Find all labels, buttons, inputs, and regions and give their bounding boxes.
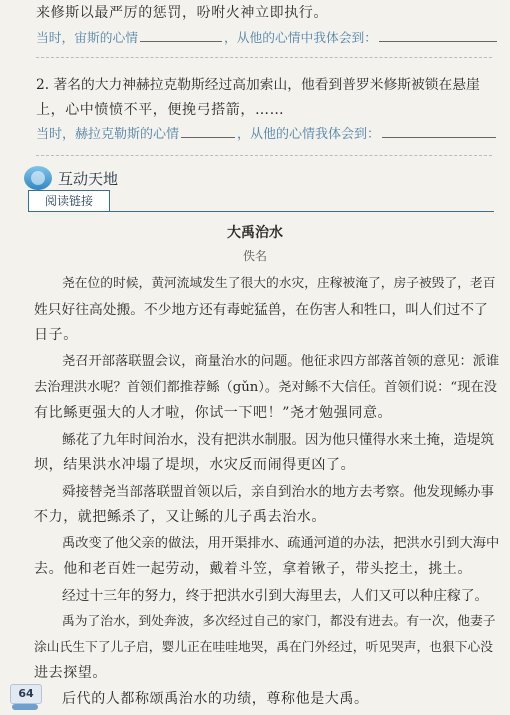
- question1-mid: ，从他的心情中我体会到：: [224, 31, 377, 46]
- story-line: 进去探望。: [34, 665, 107, 681]
- question1-prompt: [36, 27, 499, 46]
- story-line: 去。他和老百姓一起劳动，戴着斗笠，拿着锹子，带头挖土，挑土。: [34, 561, 472, 577]
- question2-prefix: 当时，赫拉克勒斯的心情: [36, 127, 180, 142]
- story-line: 经过十三年的努力，终于把洪水引到大海里去，人们又可以种庄稼了。: [62, 588, 489, 604]
- story-title: 大禹治水: [227, 225, 283, 241]
- question2-line2: 上，心中愤愤不平，便挽弓搭箭，……: [36, 102, 285, 118]
- story-line: 涂山氏生下了儿子启，婴儿正在哇哇地哭，禹在门外经过，听见哭声，也狠下心没: [34, 640, 493, 655]
- carryover-line: 来修斯以最严厉的惩罚，吩咐火神立即执行。: [36, 5, 328, 21]
- story-line: 禹为了治水，到处奔波，多次经过自己的家门，都没有进去。有一次，他妻子: [62, 614, 496, 629]
- story-line: 禹改变了他父亲的做法，用开渠排水、疏通河道的办法，把洪水引到大海中: [62, 536, 500, 551]
- story-line: 日子。: [34, 327, 78, 343]
- section-title: 互动天地: [58, 170, 119, 188]
- question2-blank-insight[interactable]: [382, 123, 496, 138]
- reading-link-tab: 阅读链接: [28, 190, 110, 212]
- story-line: 有比鲧更强大的人才啦，你试一下吧！”尧才勉强同意。: [34, 405, 393, 421]
- story-line: 后代的人都称颂禹治水的功绩，尊称他是大禹。: [62, 691, 369, 707]
- story-line: 尧召开部落联盟会议，商量治水的问题。他征求四方部落首领的意见：派谁: [62, 354, 500, 369]
- question1-blank-mood[interactable]: [140, 27, 222, 42]
- question2-mid: ，从他的心情我体会到：: [237, 127, 381, 142]
- story-line: 去治理洪水呢？首领们都推荐鲧（gǔn）。尧对鲧不大信任。首领们说：“现在没: [34, 380, 497, 395]
- question2-prompt: [36, 123, 498, 142]
- story-line: 姓只好往高处搬。不少地方还有毒蛇猛兽，在伤害人和牲口，叫人们过不了: [34, 302, 488, 318]
- story-line: 不力，就把鲧杀了，又让鲧的儿子禹去治水。: [34, 509, 326, 525]
- question2-blank-mood[interactable]: [181, 123, 235, 138]
- question1-blank-insight[interactable]: [379, 27, 497, 42]
- story-line: 坝，结果洪水冲塌了堤坝，水灾反而闹得更凶了。: [34, 457, 356, 473]
- bubble-icon: [24, 166, 52, 190]
- story-line: 舜接替尧当部落联盟首领以后，亲自到治水的地方去考察。他发现鲧办事: [62, 484, 494, 500]
- question1-prefix: 当时，宙斯的心情: [36, 31, 138, 46]
- answer-line: [36, 155, 492, 156]
- page-number-decoration: [12, 704, 38, 710]
- question2-line1: 2. 著名的大力神赫拉克勒斯经过高加索山，他看到普罗米修斯被锁在悬崖: [36, 77, 480, 93]
- answer-line: [36, 57, 492, 58]
- story-line: 尧在位的时候，黄河流域发生了很大的水灾，庄稼被淹了，房子被毁了，老百: [62, 276, 496, 291]
- section-divider: [28, 211, 494, 212]
- story-author: 佚名: [242, 249, 267, 263]
- story-line: 鲧花了九年时间治水，没有把洪水制服。因为他只懂得水来土掩，造堤筑: [62, 432, 494, 448]
- page-number: 64: [10, 684, 42, 704]
